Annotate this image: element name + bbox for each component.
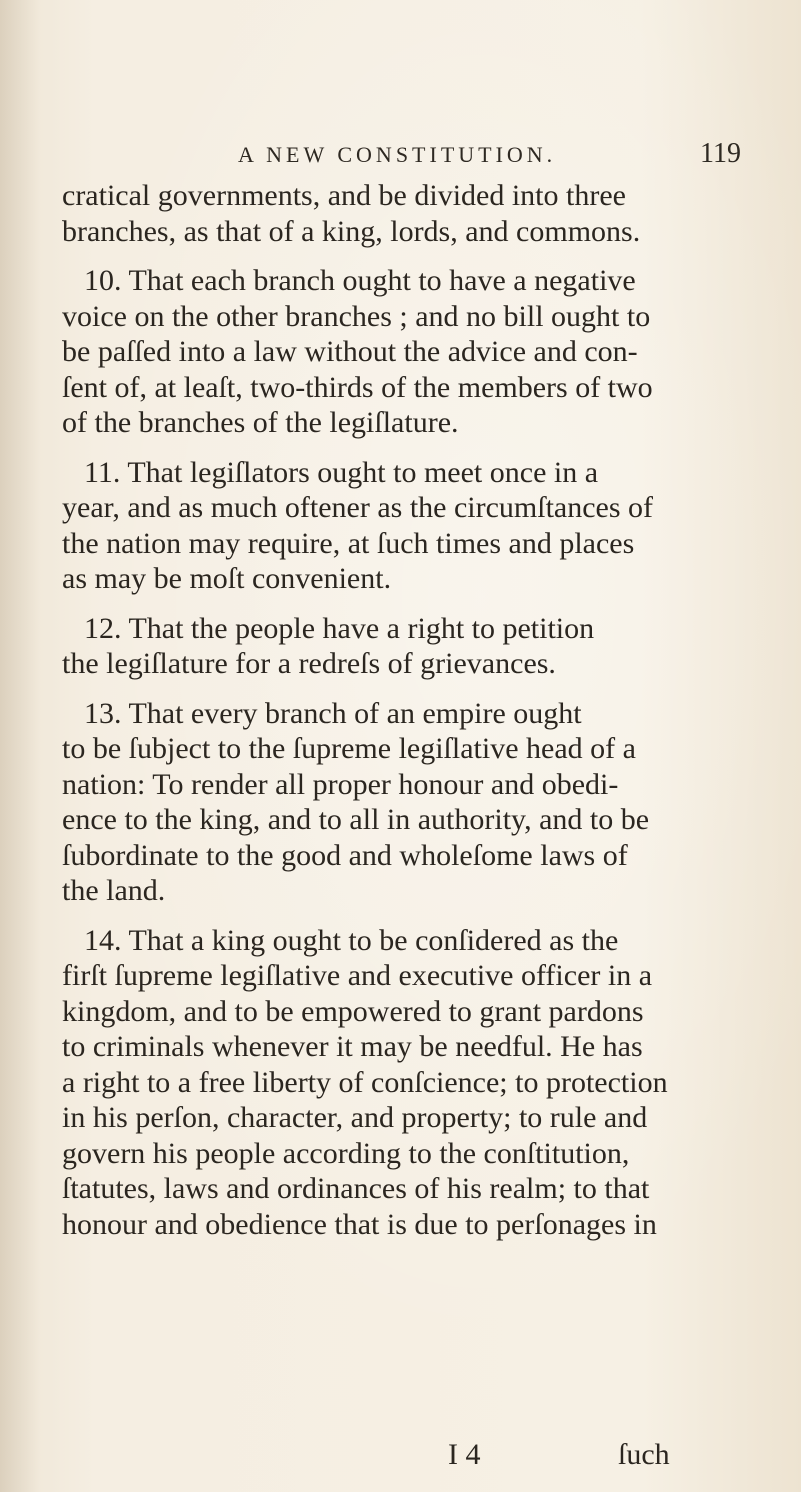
text-line: as may be moſt convenient. bbox=[62, 562, 392, 595]
text-line: ſtatutes, laws and ordinances of his realm; to that bbox=[62, 1172, 650, 1205]
text-line: honour and obedience that is due to perſonages in bbox=[62, 1207, 657, 1241]
text-line: voice on the other branches ; and no bill ought to bbox=[62, 299, 651, 333]
gutter-shadow bbox=[0, 0, 40, 1492]
text-line: nation: To render all proper honour and obedi- bbox=[62, 767, 619, 801]
page-number: 119 bbox=[700, 138, 741, 169]
text-line: 13. That every branch of an empire ought bbox=[84, 696, 582, 730]
text-line: 12. That the people have a right to petition bbox=[84, 611, 595, 645]
text-line: branches, as that of a king, lords, and commons. bbox=[62, 214, 641, 248]
text-line: 14. That a king ought to be conſidered as the bbox=[84, 923, 619, 957]
text-line: ſent of, at leaſt, two-thirds of the members of two bbox=[62, 370, 653, 404]
text-line: a right to a free liberty of conſcience; to protection bbox=[62, 1065, 668, 1099]
text-line: in his perſon, character, and property; to rule and bbox=[62, 1101, 648, 1134]
text-line: firſt ſupreme legiſlative and executive officer in a bbox=[62, 959, 653, 992]
text-line: to be ſubject to the ſupreme legiſlative head of a bbox=[62, 732, 636, 765]
text-line: the land. bbox=[62, 874, 166, 907]
text-line: be paſſed into a law without the advice and con- bbox=[62, 335, 638, 368]
signature-mark: I 4 bbox=[448, 1438, 481, 1471]
text-line: govern his people according to the conſtitution, bbox=[62, 1136, 630, 1170]
paragraph-gap bbox=[62, 909, 762, 923]
text-line: kingdom, and to be empowered to grant pardons bbox=[62, 994, 644, 1028]
text-line: ence to the king, and to all in authority, and to be bbox=[62, 803, 650, 836]
text-line: the nation may require, at ſuch times and places bbox=[62, 526, 635, 560]
text-line: to criminals whenever it may be needful. He has bbox=[62, 1030, 643, 1063]
paragraph-gap bbox=[62, 597, 762, 611]
body-text bbox=[62, 178, 762, 1242]
text-line: year, and as much oftener as the circumſtances of bbox=[62, 491, 654, 524]
paragraph-gap bbox=[62, 249, 762, 263]
text-line: of the branches of the legiſlature. bbox=[62, 406, 459, 439]
text-line: the legiſlature for a redreſs of grievances. bbox=[62, 647, 556, 680]
catchline bbox=[62, 1438, 762, 1473]
text-line: ſubordinate to the good and wholeſome laws of bbox=[62, 838, 628, 872]
running-title: A NEW CONSTITUTION. bbox=[238, 142, 557, 167]
catchword: ſuch bbox=[618, 1438, 670, 1471]
text-line: 10. That each branch ought to have a negative bbox=[84, 264, 636, 297]
paragraph-gap bbox=[62, 682, 762, 696]
paragraph-gap bbox=[62, 441, 762, 455]
text-line: cratical governments, and be divided into three bbox=[62, 179, 626, 212]
text-line: 11. That legiſlators ought to meet once in a bbox=[84, 455, 599, 489]
